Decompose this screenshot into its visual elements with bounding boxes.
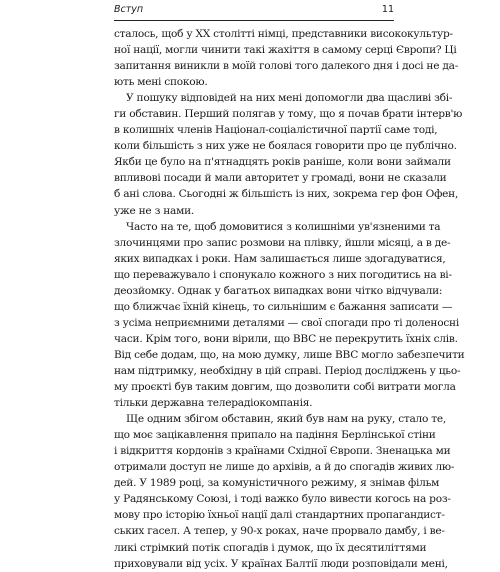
text-line: у Радянському Союзі, і тоді важко було вивести когось на роз- <box>114 493 451 506</box>
text-line: впливові посади й мали авторитет у громаді, вони не сказали <box>114 172 447 185</box>
text-line: ної нації, могли чинити такі жахіття в самому серці Європи? Ці <box>114 44 457 57</box>
text-line: і відкриття кордонів з країнами Східної Європи. Зненацька ми <box>114 445 451 458</box>
text-line: злочинцями про запис розмови на плівку, йшли місяці, а в де- <box>114 236 451 249</box>
text-line: Від себе додам, що, на мою думку, лише BBC могло забезпечити <box>114 348 465 361</box>
text-line: з усіма неприємними деталями — свої спогади про ті доленосні <box>114 316 459 329</box>
text-line: му проєкті був таким довгим, що дозволити собі витрати могла <box>114 381 456 394</box>
text-line: ликі стрімкий потік спогадів і думок, що їх десятиліттями <box>114 541 427 554</box>
text-line: що переважувало і спонукало кожного з них погодитись на ві- <box>114 268 452 281</box>
running-header <box>114 4 394 21</box>
text-line: дей. У 1989 році, за комуністичного режиму, я знімав фільм <box>114 477 440 490</box>
text-line: Якби це було на п'ятнадцять років раніше, коли вони займали <box>114 156 451 169</box>
text-line: ють мені спокою. <box>114 76 208 89</box>
text-line: Ще одним збігом обставин, який був нам на руку, стало те, <box>126 413 447 426</box>
text-line: запитання виникли в моїй голові того далекого дня і досі не да- <box>114 60 459 73</box>
text-line: часи. Крім того, вони вірили, що BBC не перекрутить їхніх слів. <box>114 332 458 345</box>
text-line: що ближчає їхній кінець, то сильнішим є бажання записати — <box>114 300 453 313</box>
text-line: яких випадках і роки. Нам залишається лише здогадуватися, <box>114 252 446 265</box>
text-line: б ані слова. Сьогодні ж більшість із них, зокрема гер фон Офен, <box>114 188 459 201</box>
text-line: У пошуку відповідей на них мені допомогли два щасливі збі- <box>126 92 453 105</box>
page-number: 11 <box>381 4 394 15</box>
text-line: коли більшість з них уже не боялася говорити про це публічно. <box>114 140 457 153</box>
text-line: ських гасел. А тепер, у 90-х роках, наче прорвало дамбу, і ве- <box>114 525 445 538</box>
text-line: сталось, щоб у XX столітті німці, представники висококультур- <box>114 28 453 40</box>
chapter-title: Вступ <box>114 4 144 15</box>
text-line: отримали доступ не лише до архівів, а й до спогадів живих лю- <box>114 461 455 474</box>
text-line: Часто на те, щоб домовитися з колишніми ув'язненими та <box>126 220 441 233</box>
text-line: уже не з нами. <box>114 204 195 217</box>
text-line: нам підтримку, необхідну в цій справі. Період досліджень у цьо- <box>114 364 461 377</box>
text-line: тільки державна телерадіокомпанія. <box>114 397 313 410</box>
text-line: мову про історію їхньої нації далі стандартних пропагандист- <box>114 509 445 522</box>
text-line: приховували від усіх. У країнах Балтії люди розповідали мені, <box>114 557 448 570</box>
text-line: деозйомку. Однак у багатьох випадках вони чітко відчували: <box>114 284 443 297</box>
text-line: в колишніх членів Націонал-соціалістичної партії саме тоді, <box>114 124 438 137</box>
body-text <box>114 26 465 572</box>
text-line: ги обставин. Перший полягав у тому, що я почав брати інтерв'ю <box>114 108 463 121</box>
text-line: що моє зацікавлення припало на падіння Берлінської стіни <box>114 429 436 442</box>
